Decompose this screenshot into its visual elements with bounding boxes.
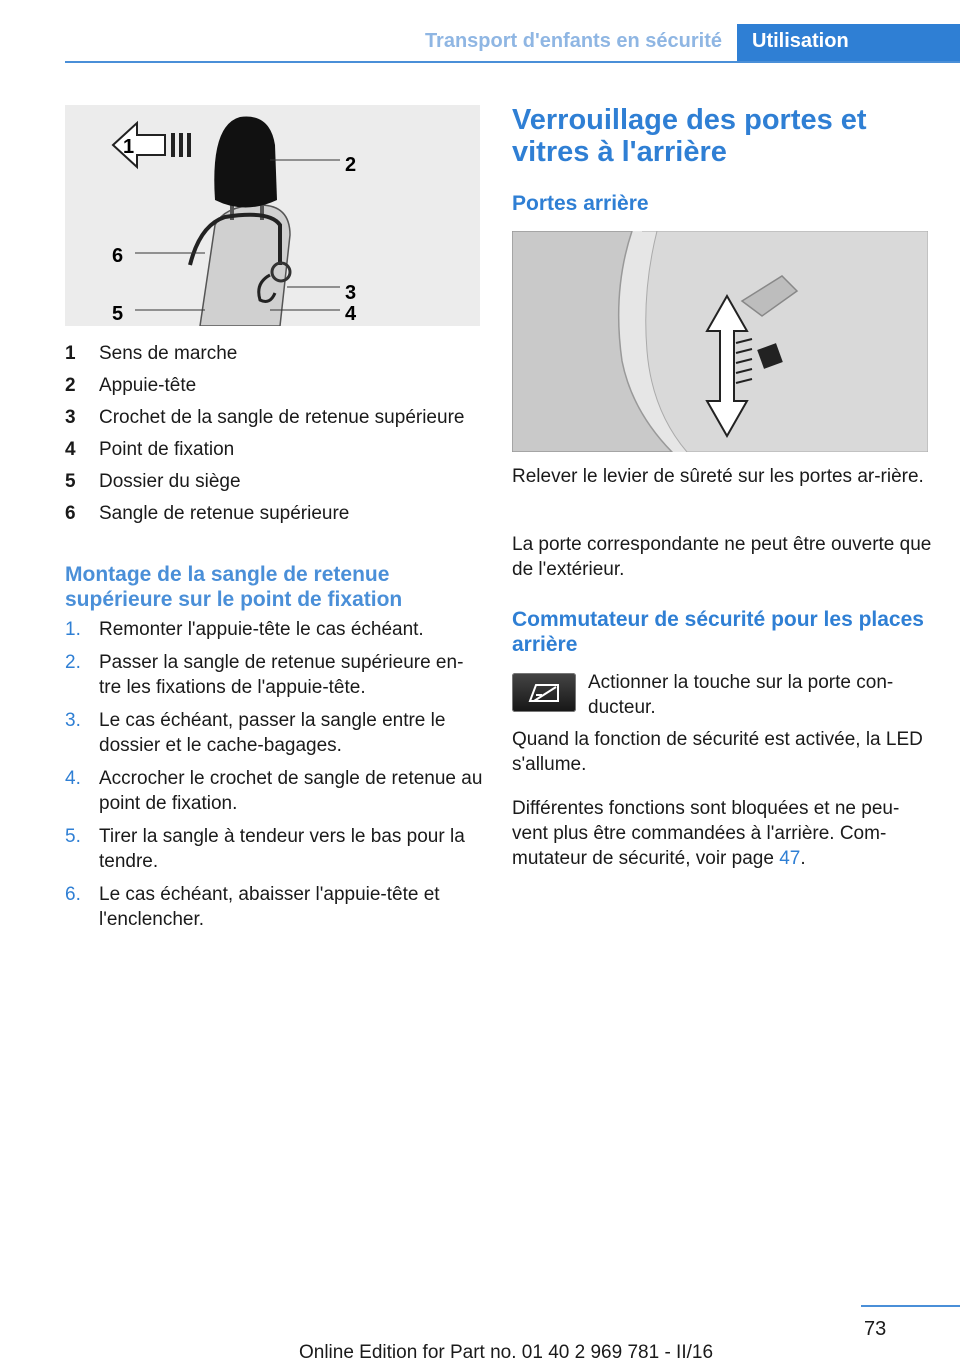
safety-switch-heading: Commutateur de sécurité pour les places arrière (512, 608, 924, 656)
rear-door-illustration (512, 231, 928, 452)
legend-item (65, 434, 485, 466)
window-lock-switch-icon (512, 673, 576, 712)
door-frame (642, 231, 928, 452)
rear-door-illustration-svg (512, 231, 928, 452)
step-item (65, 824, 485, 874)
step-number: 4. (65, 768, 81, 789)
safety-switch-instruction: Actionner la touche sur la porte con-ducteur. (588, 672, 894, 718)
step-text: Le cas échéant, passer la sangle entre le dossier et le cache-bagages. (99, 710, 446, 756)
rear-doors-paragraph-2: La porte correspondante ne peut être ouverte que de l'extérieur. (512, 534, 932, 580)
safety-switch-paragraph-1: Quand la fonction de sécurité est activée, la LED s'allume. (512, 729, 923, 775)
step-item (65, 650, 485, 700)
legend-label: Crochet de la sangle de retenue supérieure (99, 407, 465, 428)
step-item (65, 766, 485, 816)
header-chapter-tab[interactable]: Utilisation (737, 24, 960, 62)
callout-2: 2 (345, 154, 357, 176)
direction-arrow-icon (113, 123, 165, 167)
callout-3: 3 (345, 282, 357, 304)
step-text: Le cas échéant, abaisser l'appuie-tête et l'enclencher. (99, 884, 440, 930)
legend-item (65, 466, 485, 498)
legend-label: Sangle de retenue supérieure (99, 503, 350, 524)
step-text: Remonter l'appuie-tête le cas échéant. (99, 619, 424, 640)
legend-label: Dossier du siège (99, 471, 241, 492)
rear-doors-paragraph-1: Relever le levier de sûreté sur les portes ar-rière. (512, 466, 924, 487)
page-reference-link[interactable]: 47 (779, 848, 801, 869)
legend-item (65, 498, 485, 530)
rear-doors-heading: Portes arrière (512, 192, 649, 215)
callout-4: 4 (345, 303, 357, 325)
footer-edition: Online Edition for Part no. 01 40 2 969 781 - II/16 (298, 1342, 714, 1363)
step-text: Tirer la sangle à tendeur vers le bas pour la tendre. (99, 826, 465, 872)
header-divider (65, 61, 960, 63)
callout-5: 5 (112, 303, 124, 325)
tether-illustration-svg (65, 105, 480, 326)
legend-label: Point de fixation (99, 439, 235, 460)
legend-label: Sens de marche (99, 343, 238, 364)
step-number: 1. (65, 619, 81, 640)
safety-switch-paragraph-2 (512, 796, 932, 871)
legend-number: 1 (65, 343, 76, 364)
step-item (65, 708, 485, 758)
paragraph-text: Différentes fonctions sont bloquées et ne peu-vent plus être commandées à l'arrière. Com-mutateur de sécurité, voir page (512, 798, 900, 869)
callout-1: 1 (123, 136, 135, 158)
callout-6: 6 (112, 245, 124, 267)
step-text: Passer la sangle de retenue supérieure en-tre les fixations de l'appuie-tête. (99, 652, 464, 698)
step-number: 6. (65, 884, 81, 905)
step-item (65, 882, 485, 932)
legend-item (65, 370, 485, 402)
legend-number: 3 (65, 407, 76, 428)
footer-divider (861, 1305, 960, 1307)
window-lock-symbol (512, 673, 576, 712)
step-item (65, 617, 485, 642)
step-text: Accrocher le crochet de sangle de retenue au point de fixation. (99, 768, 483, 814)
arrow-tail-bar-1 (171, 133, 175, 157)
section-title: Verrouillage des portes et vitres à l'arrière (512, 104, 867, 168)
legend-number: 5 (65, 471, 76, 492)
legend-label: Appuie-tête (99, 375, 197, 396)
headrest (214, 117, 277, 208)
legend-item (65, 338, 485, 370)
mounting-steps (65, 617, 485, 940)
tether-illustration (65, 105, 480, 326)
step-number: 5. (65, 826, 81, 847)
arrow-tail-bar-3 (187, 133, 191, 157)
arrow-tail-bar-2 (179, 133, 183, 157)
mounting-heading: Montage de la sangle de retenue supérieure sur le point de fixation (65, 563, 403, 611)
header-section-title: Transport d'enfants en sécurité (424, 30, 722, 52)
step-number: 3. (65, 710, 81, 731)
figure-legend (65, 338, 485, 530)
paragraph-end: . (800, 848, 806, 869)
step-number: 2. (65, 652, 81, 673)
legend-number: 2 (65, 375, 76, 396)
legend-number: 6 (65, 503, 76, 524)
legend-number: 4 (65, 439, 76, 460)
page-number: 73 (864, 1318, 887, 1340)
legend-item (65, 402, 485, 434)
